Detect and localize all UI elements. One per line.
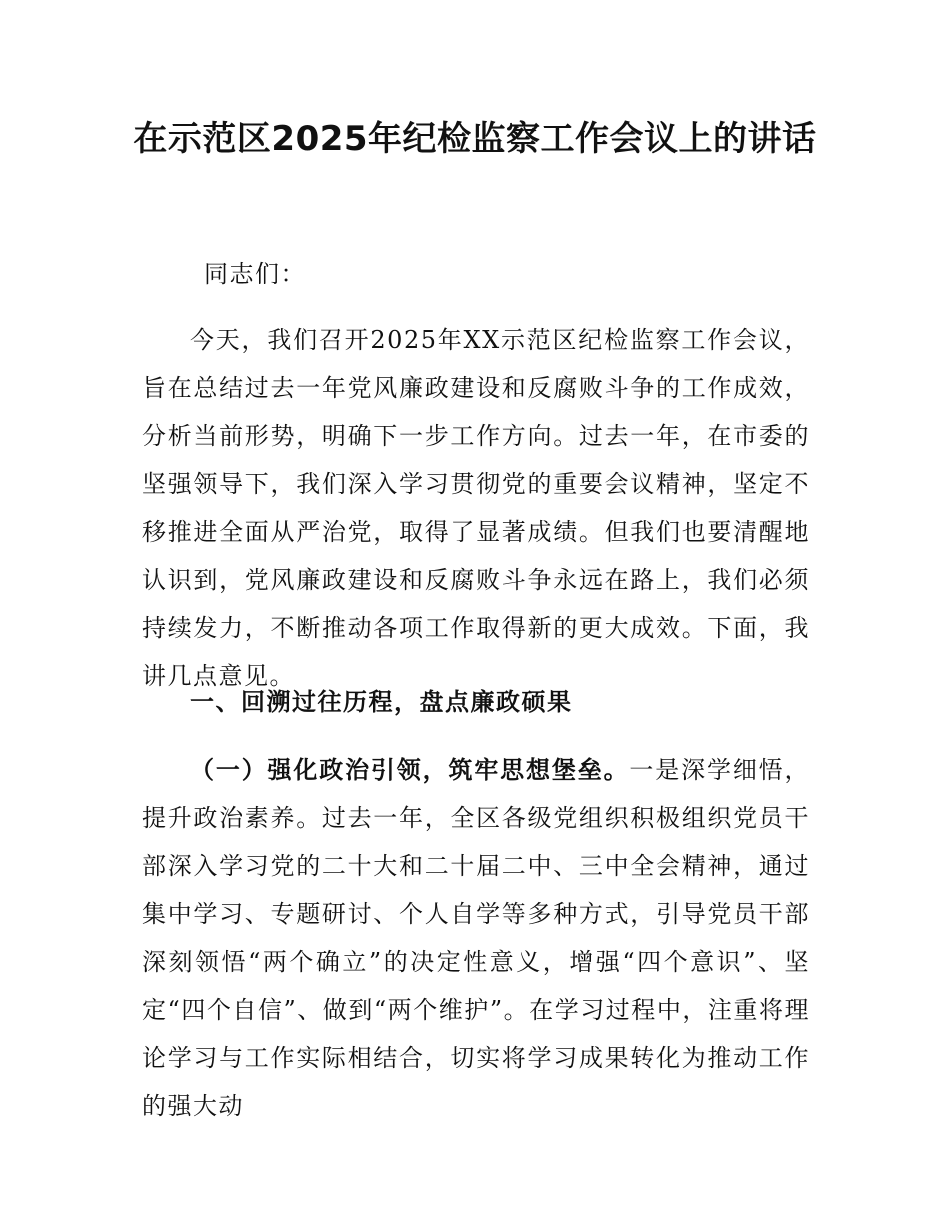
document-title: 在示范区2025年纪检监察工作会议上的讲话: [133, 119, 817, 159]
salutation: 同志们：: [204, 260, 306, 288]
section-heading-1: 一、回溯过往历程，盘点廉政硕果: [190, 688, 573, 716]
subsection-heading-1: （一）强化政治引领，筑牢思想堡垒。: [190, 756, 630, 784]
subsection-body-1: 一是深学细悟，提升政治素养。过去一年，全区各级党组织积极组织党员干部深入学习党的二十大和二十届二中、三中全会精神，通过集中学习、专题研讨、个人自学等多种方式，引导党员干部深刻领悟“两个确立”的决定性意义，增强“四个意识”、坚定“四个自信”、做到“两个维护”。在学习过程中，注重将理论学习与工作实际相结合，切实将学习成果转化为推动工作的强大动: [142, 756, 811, 1120]
intro-paragraph: 今天，我们召开2025年XX示范区纪检监察工作会议，旨在总结过去一年党风廉政建设和反腐败斗争的工作成效，分析当前形势，明确下一步工作方向。过去一年，在市委的坚强领导下，我们深入学习贯彻党的重要会议精神，坚定不移推进全面从严治党，取得了显著成绩。但我们也要清醒地认识到，党风廉政建设和反腐败斗争永远在路上，我们必须持续发力，不断推动各项工作取得新的更大成效。下面，我讲几点意见。: [142, 326, 810, 690]
subsection-paragraph-1: [142, 746, 810, 1130]
